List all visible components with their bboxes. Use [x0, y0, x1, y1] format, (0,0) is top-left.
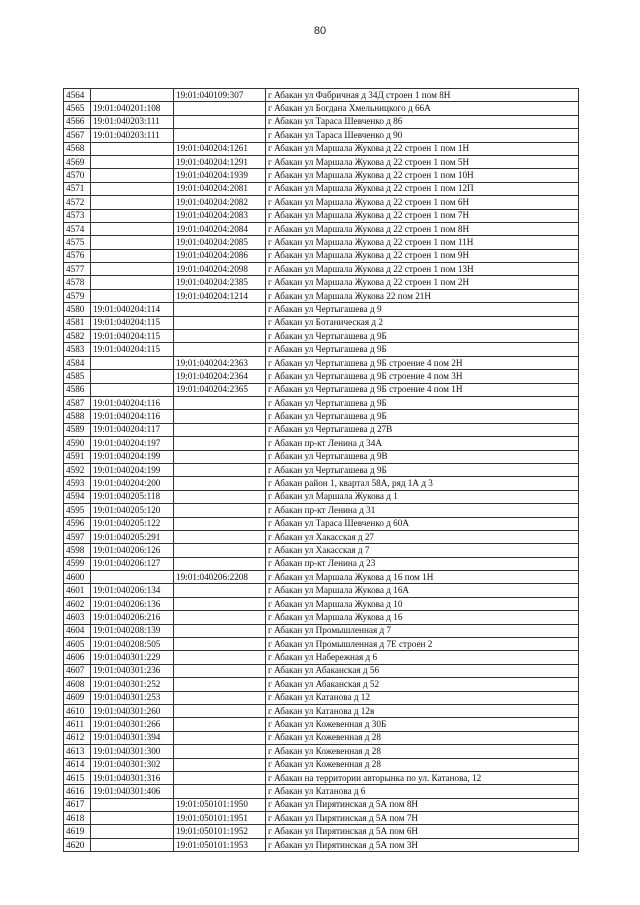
premises-cadastral-number-cell — [174, 611, 266, 624]
table-row — [64, 209, 579, 222]
table-row — [64, 383, 579, 396]
premises-cadastral-number-cell — [174, 423, 266, 436]
row-number-cell: 4585 — [64, 370, 91, 383]
registry-table-body — [64, 89, 579, 852]
table-row — [64, 664, 579, 677]
table-row — [64, 758, 579, 771]
table-row — [64, 236, 579, 249]
land-cadastral-number-cell: 19:01:040206:216 — [91, 611, 174, 624]
address-cell: г Абакан ул Маршала Жукова д 22 строен 1 пом 6Н — [266, 196, 579, 209]
table-row — [64, 303, 579, 316]
land-cadastral-number-cell: 19:01:040301:302 — [91, 758, 174, 771]
land-cadastral-number-cell: 19:01:040203:111 — [91, 129, 174, 142]
premises-cadastral-number-cell: 19:01:040204:2082 — [174, 196, 266, 209]
table-row — [64, 691, 579, 704]
address-cell: г Абакан пр-кт Ленина д 23 — [266, 557, 579, 570]
row-number-cell: 4608 — [64, 678, 91, 691]
land-cadastral-number-cell — [91, 249, 174, 262]
land-cadastral-number-cell: 19:01:040206:126 — [91, 544, 174, 557]
premises-cadastral-number-cell — [174, 718, 266, 731]
address-cell: г Абакан ул Пирятинская д 5А пом 6Н — [266, 825, 579, 838]
land-cadastral-number-cell — [91, 276, 174, 289]
premises-cadastral-number-cell — [174, 490, 266, 503]
table-row — [64, 517, 579, 530]
address-cell: г Абакан ул Кожевенная д 30Б — [266, 718, 579, 731]
address-cell: г Абакан ул Хакасская д 27 — [266, 530, 579, 543]
table-row — [64, 410, 579, 423]
premises-cadastral-number-cell — [174, 410, 266, 423]
premises-cadastral-number-cell — [174, 638, 266, 651]
row-number-cell: 4580 — [64, 303, 91, 316]
land-cadastral-number-cell: 19:01:040205:118 — [91, 490, 174, 503]
premises-cadastral-number-cell — [174, 691, 266, 704]
table-row — [64, 289, 579, 302]
address-cell: г Абакан ул Кожевенная д 28 — [266, 745, 579, 758]
row-number-cell: 4586 — [64, 383, 91, 396]
address-cell: г Абакан ул Богдана Хмельницкого д 66А — [266, 102, 579, 115]
premises-cadastral-number-cell — [174, 597, 266, 610]
row-number-cell: 4605 — [64, 638, 91, 651]
table-row — [64, 611, 579, 624]
page-number: 80 — [313, 25, 327, 37]
premises-cadastral-number-cell — [174, 704, 266, 717]
row-number-cell: 4591 — [64, 450, 91, 463]
address-cell: г Абакан ул Маршала Жукова д 22 строен 1 пом 5Н — [266, 155, 579, 168]
address-cell: г Абакан ул Пирятинская д 5А пом 3Н — [266, 838, 579, 851]
row-number-cell: 4587 — [64, 396, 91, 409]
row-number-cell: 4592 — [64, 463, 91, 476]
row-number-cell: 4599 — [64, 557, 91, 570]
premises-cadastral-number-cell — [174, 624, 266, 637]
table-row — [64, 798, 579, 811]
table-row — [64, 838, 579, 851]
address-cell: г Абакан ул Набережная д 6 — [266, 651, 579, 664]
table-row — [64, 624, 579, 637]
premises-cadastral-number-cell — [174, 477, 266, 490]
row-number-cell: 4569 — [64, 155, 91, 168]
table-row — [64, 276, 579, 289]
premises-cadastral-number-cell: 19:01:040204:2083 — [174, 209, 266, 222]
address-cell: г Абакан ул Чертыгашева д 9Б — [266, 463, 579, 476]
land-cadastral-number-cell: 19:01:040301:406 — [91, 785, 174, 798]
table-row — [64, 771, 579, 784]
land-cadastral-number-cell — [91, 236, 174, 249]
land-cadastral-number-cell: 19:01:040301:300 — [91, 745, 174, 758]
land-cadastral-number-cell: 19:01:040301:266 — [91, 718, 174, 731]
row-number-cell: 4578 — [64, 276, 91, 289]
table-row — [64, 182, 579, 195]
address-cell: г Абакан ул Тараса Шевченко д 60А — [266, 517, 579, 530]
address-cell: г Абакан ул Абаканская д 52 — [266, 678, 579, 691]
land-cadastral-number-cell — [91, 825, 174, 838]
premises-cadastral-number-cell — [174, 651, 266, 664]
row-number-cell: 4612 — [64, 731, 91, 744]
address-cell: г Абакан ул Чертыгашева д 27В — [266, 423, 579, 436]
land-cadastral-number-cell — [91, 209, 174, 222]
land-cadastral-number-cell — [91, 222, 174, 235]
row-number-cell: 4616 — [64, 785, 91, 798]
row-number-cell: 4610 — [64, 704, 91, 717]
table-row — [64, 222, 579, 235]
row-number-cell: 4613 — [64, 745, 91, 758]
table-row — [64, 785, 579, 798]
premises-cadastral-number-cell — [174, 745, 266, 758]
premises-cadastral-number-cell — [174, 771, 266, 784]
premises-cadastral-number-cell: 19:01:040206:2208 — [174, 571, 266, 584]
table-row — [64, 530, 579, 543]
land-cadastral-number-cell — [91, 370, 174, 383]
row-number-cell: 4564 — [64, 89, 91, 102]
premises-cadastral-number-cell — [174, 463, 266, 476]
land-cadastral-number-cell: 19:01:040301:260 — [91, 704, 174, 717]
premises-cadastral-number-cell: 19:01:040204:2364 — [174, 370, 266, 383]
row-number-cell: 4579 — [64, 289, 91, 302]
table-row — [64, 316, 579, 329]
premises-cadastral-number-cell: 19:01:040204:2385 — [174, 276, 266, 289]
land-cadastral-number-cell: 19:01:040204:199 — [91, 463, 174, 476]
row-number-cell: 4590 — [64, 437, 91, 450]
table-row — [64, 142, 579, 155]
address-cell: г Абакан ул Маршала Жукова д 22 строен 1 пом 10Н — [266, 169, 579, 182]
row-number-cell: 4570 — [64, 169, 91, 182]
land-cadastral-number-cell: 19:01:040204:115 — [91, 316, 174, 329]
address-cell: г Абакан ул Пирятинская д 5А пом 7Н — [266, 812, 579, 825]
row-number-cell: 4567 — [64, 129, 91, 142]
row-number-cell: 4607 — [64, 664, 91, 677]
address-cell: г Абакан ул Маршала Жукова д 1 — [266, 490, 579, 503]
table-row — [64, 396, 579, 409]
premises-cadastral-number-cell: 19:01:050101:1951 — [174, 812, 266, 825]
row-number-cell: 4619 — [64, 825, 91, 838]
row-number-cell: 4574 — [64, 222, 91, 235]
table-row — [64, 678, 579, 691]
row-number-cell: 4604 — [64, 624, 91, 637]
land-cadastral-number-cell — [91, 155, 174, 168]
table-row — [64, 718, 579, 731]
table-row — [64, 825, 579, 838]
land-cadastral-number-cell — [91, 142, 174, 155]
row-number-cell: 4614 — [64, 758, 91, 771]
premises-cadastral-number-cell: 19:01:040204:2081 — [174, 182, 266, 195]
address-cell: г Абакан ул Катанова д 12в — [266, 704, 579, 717]
land-cadastral-number-cell: 19:01:040301:253 — [91, 691, 174, 704]
row-number-cell: 4566 — [64, 115, 91, 128]
table-row — [64, 196, 579, 209]
row-number-cell: 4584 — [64, 356, 91, 369]
premises-cadastral-number-cell — [174, 396, 266, 409]
table-row — [64, 731, 579, 744]
premises-cadastral-number-cell — [174, 129, 266, 142]
land-cadastral-number-cell — [91, 196, 174, 209]
table-row — [64, 638, 579, 651]
land-cadastral-number-cell: 19:01:040208:139 — [91, 624, 174, 637]
row-number-cell: 4577 — [64, 263, 91, 276]
land-cadastral-number-cell: 19:01:040204:199 — [91, 450, 174, 463]
land-cadastral-number-cell: 19:01:040201:108 — [91, 102, 174, 115]
row-number-cell: 4588 — [64, 410, 91, 423]
premises-cadastral-number-cell — [174, 758, 266, 771]
address-cell: г Абакан ул Кожевенная д 28 — [266, 731, 579, 744]
address-cell: г Абакан ул Чертыгашева д 9Б — [266, 396, 579, 409]
address-cell: г Абакан ул Маршала Жукова д 22 строен 1 пом 11Н — [266, 236, 579, 249]
row-number-cell: 4582 — [64, 330, 91, 343]
row-number-cell: 4576 — [64, 249, 91, 262]
premises-cadastral-number-cell — [174, 544, 266, 557]
table-row — [64, 450, 579, 463]
land-cadastral-number-cell: 19:01:040204:117 — [91, 423, 174, 436]
premises-cadastral-number-cell: 19:01:050101:1952 — [174, 825, 266, 838]
address-cell: г Абакан ул Абаканская д 56 — [266, 664, 579, 677]
premises-cadastral-number-cell: 19:01:040204:1261 — [174, 142, 266, 155]
table-row — [64, 89, 579, 102]
premises-cadastral-number-cell — [174, 664, 266, 677]
address-cell: г Абакан район 1, квартал 58А, ряд 1А д 3 — [266, 477, 579, 490]
land-cadastral-number-cell: 19:01:040203:111 — [91, 115, 174, 128]
address-cell: г Абакан ул Маршала Жукова д 22 строен 1 пом 8Н — [266, 222, 579, 235]
land-cadastral-number-cell: 19:01:040204:115 — [91, 343, 174, 356]
address-cell: г Абакан ул Хакасская д 7 — [266, 544, 579, 557]
premises-cadastral-number-cell — [174, 115, 266, 128]
address-cell: г Абакан ул Чертыгашева д 9В — [266, 450, 579, 463]
address-cell: г Абакан ул Чертыгашева д 9Б — [266, 343, 579, 356]
row-number-cell: 4595 — [64, 504, 91, 517]
premises-cadastral-number-cell: 19:01:040204:2363 — [174, 356, 266, 369]
land-cadastral-number-cell: 19:01:040301:394 — [91, 731, 174, 744]
land-cadastral-number-cell: 19:01:040206:136 — [91, 597, 174, 610]
premises-cadastral-number-cell — [174, 330, 266, 343]
land-cadastral-number-cell: 19:01:040204:114 — [91, 303, 174, 316]
address-cell: г Абакан ул Фабричная д 34Д строен 1 пом 8Н — [266, 89, 579, 102]
row-number-cell: 4589 — [64, 423, 91, 436]
row-number-cell: 4617 — [64, 798, 91, 811]
premises-cadastral-number-cell: 19:01:040204:2086 — [174, 249, 266, 262]
address-cell: г Абакан ул Маршала Жукова д 22 строен 1 пом 9Н — [266, 249, 579, 262]
address-cell: г Абакан ул Маршала Жукова д 16А — [266, 584, 579, 597]
table-row — [64, 584, 579, 597]
land-cadastral-number-cell: 19:01:040205:120 — [91, 504, 174, 517]
premises-cadastral-number-cell — [174, 316, 266, 329]
premises-cadastral-number-cell — [174, 530, 266, 543]
land-cadastral-number-cell: 19:01:040204:116 — [91, 410, 174, 423]
land-cadastral-number-cell — [91, 182, 174, 195]
address-cell: г Абакан ул Чертыгашева д 9Б строение 4 пом 1Н — [266, 383, 579, 396]
land-cadastral-number-cell: 19:01:040301:236 — [91, 664, 174, 677]
table-row — [64, 437, 579, 450]
table-row — [64, 597, 579, 610]
row-number-cell: 4615 — [64, 771, 91, 784]
row-number-cell: 4572 — [64, 196, 91, 209]
land-cadastral-number-cell: 19:01:040205:122 — [91, 517, 174, 530]
address-cell: г Абакан ул Катанова д 12 — [266, 691, 579, 704]
address-cell: г Абакан ул Катанова д 6 — [266, 785, 579, 798]
row-number-cell: 4620 — [64, 838, 91, 851]
address-cell: г Абакан ул Маршала Жукова д 22 строен 1 пом 13Н — [266, 263, 579, 276]
land-cadastral-number-cell: 19:01:040301:316 — [91, 771, 174, 784]
land-cadastral-number-cell: 19:01:040206:134 — [91, 584, 174, 597]
row-number-cell: 4573 — [64, 209, 91, 222]
row-number-cell: 4618 — [64, 812, 91, 825]
address-cell: г Абакан ул Промышленная д 7 — [266, 624, 579, 637]
land-cadastral-number-cell: 19:01:040204:197 — [91, 437, 174, 450]
premises-cadastral-number-cell: 19:01:040109:307 — [174, 89, 266, 102]
premises-cadastral-number-cell — [174, 517, 266, 530]
premises-cadastral-number-cell: 19:01:040204:2365 — [174, 383, 266, 396]
table-row — [64, 370, 579, 383]
address-cell: г Абакан ул Тараса Шевченко д 90 — [266, 129, 579, 142]
land-cadastral-number-cell — [91, 89, 174, 102]
row-number-cell: 4575 — [64, 236, 91, 249]
address-cell: г Абакан пр-кт Ленина д 31 — [266, 504, 579, 517]
address-cell: г Абакан ул Маршала Жукова д 22 строен 1 пом 2Н — [266, 276, 579, 289]
table-row — [64, 423, 579, 436]
row-number-cell: 4594 — [64, 490, 91, 503]
address-cell: г Абакан ул Чертыгашева д 9Б — [266, 410, 579, 423]
table-row — [64, 115, 579, 128]
table-row — [64, 704, 579, 717]
premises-cadastral-number-cell: 19:01:040204:2084 — [174, 222, 266, 235]
land-cadastral-number-cell: 19:01:040204:115 — [91, 330, 174, 343]
premises-cadastral-number-cell — [174, 731, 266, 744]
table-row — [64, 490, 579, 503]
premises-cadastral-number-cell — [174, 678, 266, 691]
land-cadastral-number-cell — [91, 383, 174, 396]
premises-cadastral-number-cell: 19:01:050101:1953 — [174, 838, 266, 851]
premises-cadastral-number-cell — [174, 303, 266, 316]
table-row — [64, 745, 579, 758]
address-cell: г Абакан ул Чертыгашева д 9Б — [266, 330, 579, 343]
table-row — [64, 249, 579, 262]
address-cell: г Абакан ул Промышленная д 7Е строен 2 — [266, 638, 579, 651]
row-number-cell: 4593 — [64, 477, 91, 490]
row-number-cell: 4600 — [64, 571, 91, 584]
premises-cadastral-number-cell — [174, 450, 266, 463]
land-cadastral-number-cell: 19:01:040204:200 — [91, 477, 174, 490]
premises-cadastral-number-cell — [174, 343, 266, 356]
address-cell: г Абакан ул Маршала Жукова д 10 — [266, 597, 579, 610]
address-cell: г Абакан ул Чертыгашева д 9Б строение 4 пом 3Н — [266, 370, 579, 383]
address-cell: г Абакан ул Ботаническая д 2 — [266, 316, 579, 329]
premises-cadastral-number-cell: 19:01:040204:2085 — [174, 236, 266, 249]
land-cadastral-number-cell — [91, 169, 174, 182]
land-cadastral-number-cell — [91, 289, 174, 302]
address-cell: г Абакан ул Чертыгашева д 9 — [266, 303, 579, 316]
row-number-cell: 4598 — [64, 544, 91, 557]
table-row — [64, 263, 579, 276]
table-row — [64, 129, 579, 142]
land-cadastral-number-cell: 19:01:040206:127 — [91, 557, 174, 570]
row-number-cell: 4603 — [64, 611, 91, 624]
premises-cadastral-number-cell — [174, 504, 266, 517]
land-cadastral-number-cell: 19:01:040204:116 — [91, 396, 174, 409]
row-number-cell: 4583 — [64, 343, 91, 356]
land-cadastral-number-cell — [91, 263, 174, 276]
land-cadastral-number-cell — [91, 838, 174, 851]
address-cell: г Абакан ул Маршала Жукова д 16 пом 1Н — [266, 571, 579, 584]
land-cadastral-number-cell — [91, 356, 174, 369]
address-cell: г Абакан ул Маршала Жукова д 22 строен 1 пом 7Н — [266, 209, 579, 222]
land-cadastral-number-cell: 19:01:040301:229 — [91, 651, 174, 664]
table-row — [64, 356, 579, 369]
registry-table — [63, 88, 579, 852]
row-number-cell: 4596 — [64, 517, 91, 530]
row-number-cell: 4571 — [64, 182, 91, 195]
table-row — [64, 504, 579, 517]
row-number-cell: 4611 — [64, 718, 91, 731]
premises-cadastral-number-cell: 19:01:050101:1950 — [174, 798, 266, 811]
row-number-cell: 4597 — [64, 530, 91, 543]
address-cell: г Абакан пр-кт Ленина д 34А — [266, 437, 579, 450]
row-number-cell: 4609 — [64, 691, 91, 704]
land-cadastral-number-cell — [91, 812, 174, 825]
address-cell: г Абакан на территории авторынка по ул. Катанова, 12 — [266, 771, 579, 784]
address-cell: г Абакан ул Маршала Жукова 22 пом 21Н — [266, 289, 579, 302]
address-cell: г Абакан ул Пирятинская д 5А пом 8Н — [266, 798, 579, 811]
row-number-cell: 4568 — [64, 142, 91, 155]
row-number-cell: 4565 — [64, 102, 91, 115]
address-cell: г Абакан ул Кожевенная д 28 — [266, 758, 579, 771]
premises-cadastral-number-cell — [174, 102, 266, 115]
premises-cadastral-number-cell: 19:01:040204:1939 — [174, 169, 266, 182]
land-cadastral-number-cell — [91, 798, 174, 811]
table-row — [64, 169, 579, 182]
table-row — [64, 812, 579, 825]
row-number-cell: 4602 — [64, 597, 91, 610]
address-cell: г Абакан ул Тараса Шевченко д 86 — [266, 115, 579, 128]
address-cell: г Абакан ул Маршала Жукова д 22 строен 1 пом 12П — [266, 182, 579, 195]
land-cadastral-number-cell — [91, 571, 174, 584]
premises-cadastral-number-cell: 19:01:040204:1214 — [174, 289, 266, 302]
address-cell: г Абакан ул Чертыгашева д 9Б строение 4 пом 2Н — [266, 356, 579, 369]
land-cadastral-number-cell: 19:01:040205:291 — [91, 530, 174, 543]
address-cell: г Абакан ул Маршала Жукова д 22 строен 1 пом 1Н — [266, 142, 579, 155]
table-row — [64, 477, 579, 490]
premises-cadastral-number-cell: 19:01:040204:1291 — [174, 155, 266, 168]
premises-cadastral-number-cell — [174, 584, 266, 597]
land-cadastral-number-cell: 19:01:040208:505 — [91, 638, 174, 651]
row-number-cell: 4581 — [64, 316, 91, 329]
premises-cadastral-number-cell — [174, 785, 266, 798]
premises-cadastral-number-cell — [174, 557, 266, 570]
table-row — [64, 571, 579, 584]
address-cell: г Абакан ул Маршала Жукова д 16 — [266, 611, 579, 624]
table-row — [64, 155, 579, 168]
table-row — [64, 651, 579, 664]
table-row — [64, 557, 579, 570]
table-row — [64, 102, 579, 115]
table-row — [64, 330, 579, 343]
table-row — [64, 343, 579, 356]
premises-cadastral-number-cell — [174, 437, 266, 450]
row-number-cell: 4601 — [64, 584, 91, 597]
land-cadastral-number-cell: 19:01:040301:252 — [91, 678, 174, 691]
table-row — [64, 544, 579, 557]
table-row — [64, 463, 579, 476]
premises-cadastral-number-cell: 19:01:040204:2098 — [174, 263, 266, 276]
row-number-cell: 4606 — [64, 651, 91, 664]
